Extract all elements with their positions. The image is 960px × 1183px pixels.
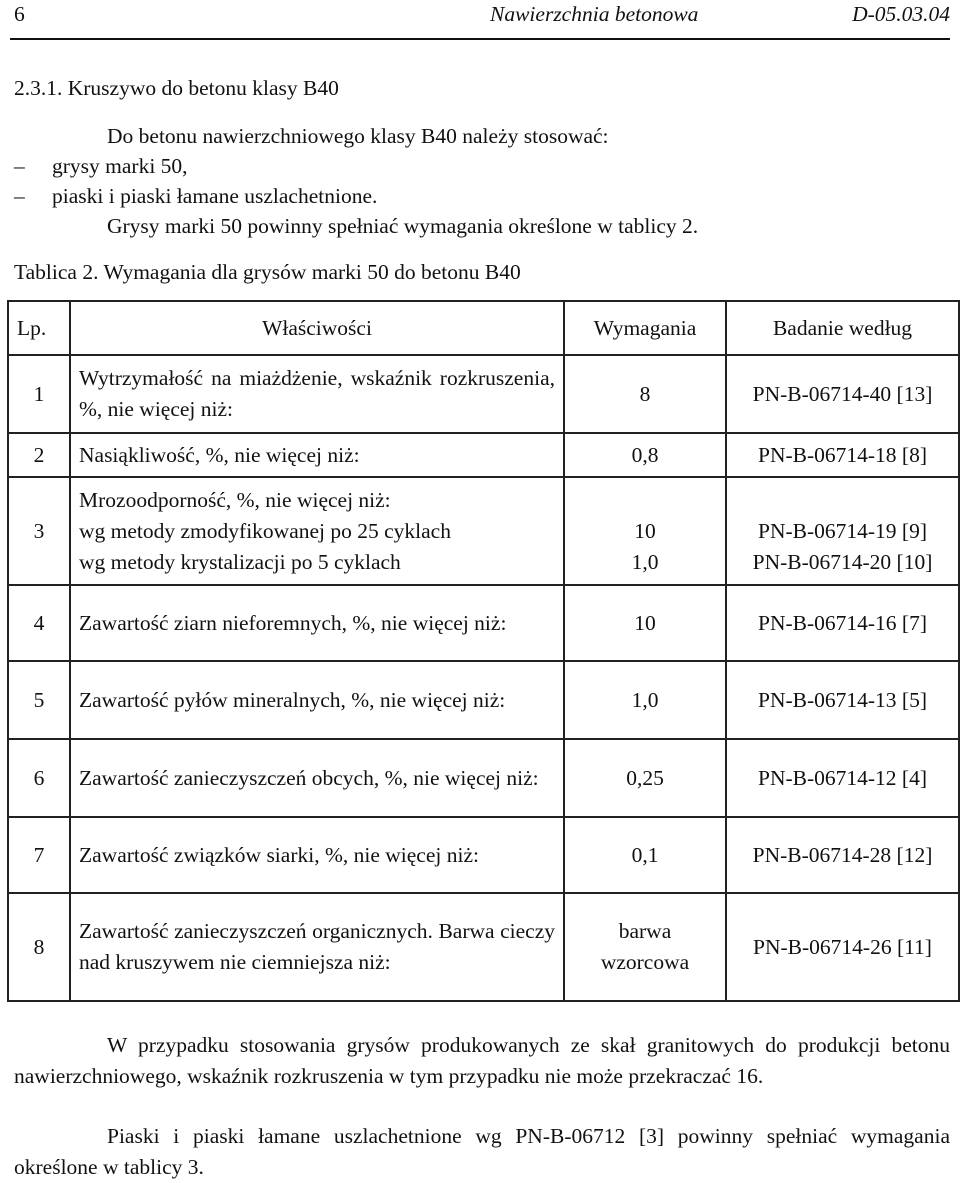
table-row <box>8 817 959 893</box>
row-requirement: 0,8 <box>564 433 726 477</box>
table-row <box>8 477 959 585</box>
row-requirement-line: wzorcowa <box>600 950 690 974</box>
row-requirement: 8 <box>564 355 726 433</box>
row-number: 5 <box>8 661 70 739</box>
header-test: Badanie według <box>726 301 959 355</box>
row-test: PN-B-06714-13 [5] <box>726 661 959 739</box>
note-text: Grysy marki 50 powinny spełniać wymagania określone w tablicy 2. <box>107 214 699 238</box>
row-property: Nasiąkliwość, %, nie więcej niż: <box>70 433 564 477</box>
table-row <box>8 433 959 477</box>
row-test: PN-B-06714-28 [12] <box>726 817 959 893</box>
row-requirement-line: 1,0 <box>631 549 659 574</box>
list-item-text: piaski i piaski łamane uszlachetnione. <box>52 184 378 208</box>
row-test: PN-B-06714-16 [7] <box>726 585 959 661</box>
table-header-row <box>8 301 959 355</box>
row-property-line: Mrozoodporność, %, nie więcej niż: <box>79 487 391 512</box>
row-requirement-line: 10 <box>634 518 656 543</box>
header-lp: Lp. <box>8 301 70 355</box>
table-row <box>8 739 959 817</box>
row-requirement: 1,0 <box>564 661 726 739</box>
row-number: 3 <box>8 477 70 585</box>
row-property: Zawartość związków siarki, %, nie więcej niż: <box>70 817 564 893</box>
document-title: Nawierzchnia betonowa <box>490 2 699 26</box>
table-row <box>8 355 959 433</box>
row-property: Zawartość zanieczyszczeń organicznych. Barwa cieczy nad kruszywem nie ciemniejsza niż: <box>70 893 564 1001</box>
row-property: Zawartość zanieczyszczeń obcych, %, nie więcej niż: <box>70 739 564 817</box>
table-caption: Tablica 2. Wymagania dla grysów marki 50 do betonu B40 <box>14 260 521 284</box>
page-number: 6 <box>14 2 25 26</box>
row-property-line: wg metody krystalizacji po 5 cyklach <box>79 549 401 574</box>
page-header <box>10 0 950 40</box>
row-requirement: 10 <box>564 585 726 661</box>
row-test: PN-B-06714-26 [11] <box>726 893 959 1001</box>
row-number: 4 <box>8 585 70 661</box>
requirements-table <box>7 300 960 1002</box>
row-property: Wytrzymałość na miażdżenie, wskaźnik rozkruszenia, %, nie więcej niż: <box>70 355 564 433</box>
table-row <box>8 893 959 1001</box>
document-code: D-05.03.04 <box>852 2 950 26</box>
row-test: PN-B-06714-18 [8] <box>726 433 959 477</box>
header-property: Właściwości <box>70 301 564 355</box>
row-number: 8 <box>8 893 70 1001</box>
row-property <box>70 477 564 585</box>
row-requirement <box>564 477 726 585</box>
row-requirement: 0,25 <box>564 739 726 817</box>
row-property-line: wg metody zmodyfikowanej po 25 cyklach <box>79 518 451 543</box>
row-test-line: PN-B-06714-19 [9] <box>758 518 927 543</box>
row-property: Zawartość pyłów mineralnych, %, nie więcej niż: <box>70 661 564 739</box>
paragraph: W przypadku stosowania grysów produkowanych ze skał granitowych do produkcji betonu nawierzchniowego, wskaźnik rozkruszenia w tym przypadku nie może przekraczać 16. <box>14 1033 950 1088</box>
dash-bullet-icon: – <box>14 154 25 178</box>
row-number: 2 <box>8 433 70 477</box>
row-number: 1 <box>8 355 70 433</box>
header-requirement: Wymagania <box>564 301 726 355</box>
table-row <box>8 585 959 661</box>
dash-bullet-icon: – <box>14 184 25 208</box>
row-requirement-line: barwa <box>618 919 672 943</box>
row-property: Zawartość ziarn nieforemnych, %, nie więcej niż: <box>70 585 564 661</box>
row-requirement: 0,1 <box>564 817 726 893</box>
list-item-text: grysy marki 50, <box>52 154 188 178</box>
row-number: 6 <box>8 739 70 817</box>
row-test-line: PN-B-06714-20 [10] <box>752 549 933 574</box>
row-requirement <box>564 893 726 1001</box>
table-row <box>8 661 959 739</box>
row-test: PN-B-06714-40 [13] <box>726 355 959 433</box>
paragraph: Piaski i piaski łamane uszlachetnione wg PN-B-06712 [3] powinny spełniać wymagania określone w tablicy 3. <box>14 1124 950 1179</box>
section-heading: 2.3.1. Kruszywo do betonu klasy B40 <box>14 76 339 100</box>
intro-text: Do betonu nawierzchniowego klasy B40 należy stosować: <box>107 124 609 148</box>
row-test <box>726 477 959 585</box>
row-number: 7 <box>8 817 70 893</box>
row-test: PN-B-06714-12 [4] <box>726 739 959 817</box>
